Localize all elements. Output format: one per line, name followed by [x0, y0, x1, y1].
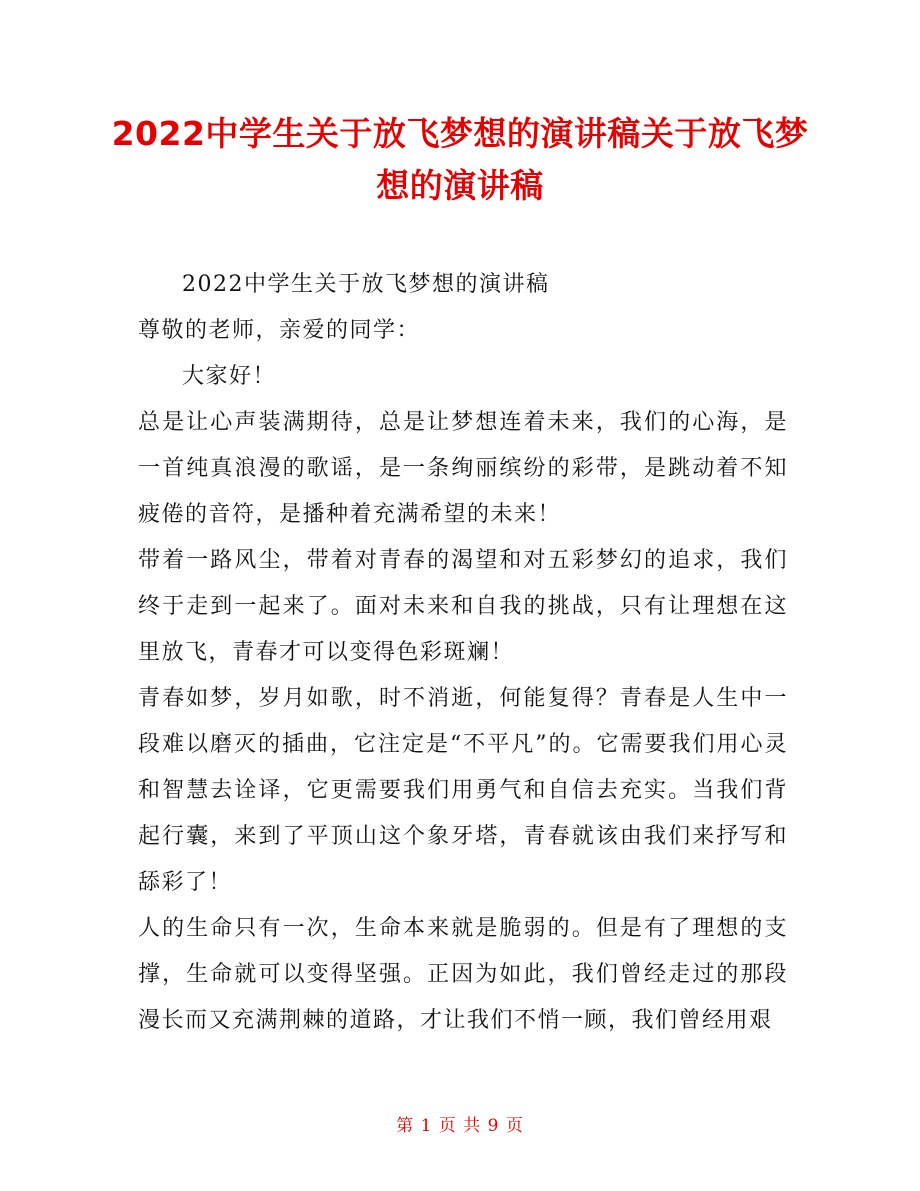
document-subtitle: 2022中学生关于放飞梦想的演讲稿: [182, 272, 550, 297]
page-number-suffix: 页: [505, 1116, 524, 1136]
paragraph-2: 带着一路风尘，带着对青春的渴望和对五彩梦幻的追求，我们终于走到一起来了。面对未来和自我的挑战，只有让理想在这里放飞，青春才可以变得色彩斑斓！: [138, 548, 788, 665]
page-number-current: 1: [420, 1116, 433, 1136]
page-number-total: 9: [487, 1116, 500, 1136]
paragraph-1: 总是让心声装满期待，总是让梦想连着未来，我们的心海，是一首纯真浪漫的歌谣，是一条绚丽缤纷的彩带，是跳动着不知疲倦的音符，是播种着充满希望的未来！: [138, 410, 788, 527]
page-number-mid: 页 共: [438, 1116, 482, 1136]
page-footer: [0, 1111, 920, 1136]
document-title: 2022中学生关于放飞梦想的演讲稿关于放飞梦想的演讲稿: [111, 114, 809, 205]
paragraph-4: 人的生命只有一次，生命本来就是脆弱的。但是有了理想的支撑，生命就可以变得坚强。正因为如此，我们曾经走过的那段漫长而又充满荆棘的道路，才让我们不悄一顾，我们曾经用艰: [138, 916, 788, 1033]
salutation: 尊敬的老师，亲爱的同学：: [138, 318, 421, 343]
greeting: 大家好！: [182, 364, 277, 389]
paragraph-3: 青春如梦，岁月如歌，时不消逝，何能复得？青春是人生中一段难以磨灭的插曲，它注定是“不平凡”的。它需要我们用心灵和智慧去诠译，它更需要我们用勇气和自信去充实。当我们背起行囊，来到了平顶山这个象牙塔，青春就该由我们来抒写和舔彩了！: [138, 686, 788, 895]
page-number-prefix: 第: [396, 1116, 415, 1136]
document-body: [138, 262, 788, 1044]
